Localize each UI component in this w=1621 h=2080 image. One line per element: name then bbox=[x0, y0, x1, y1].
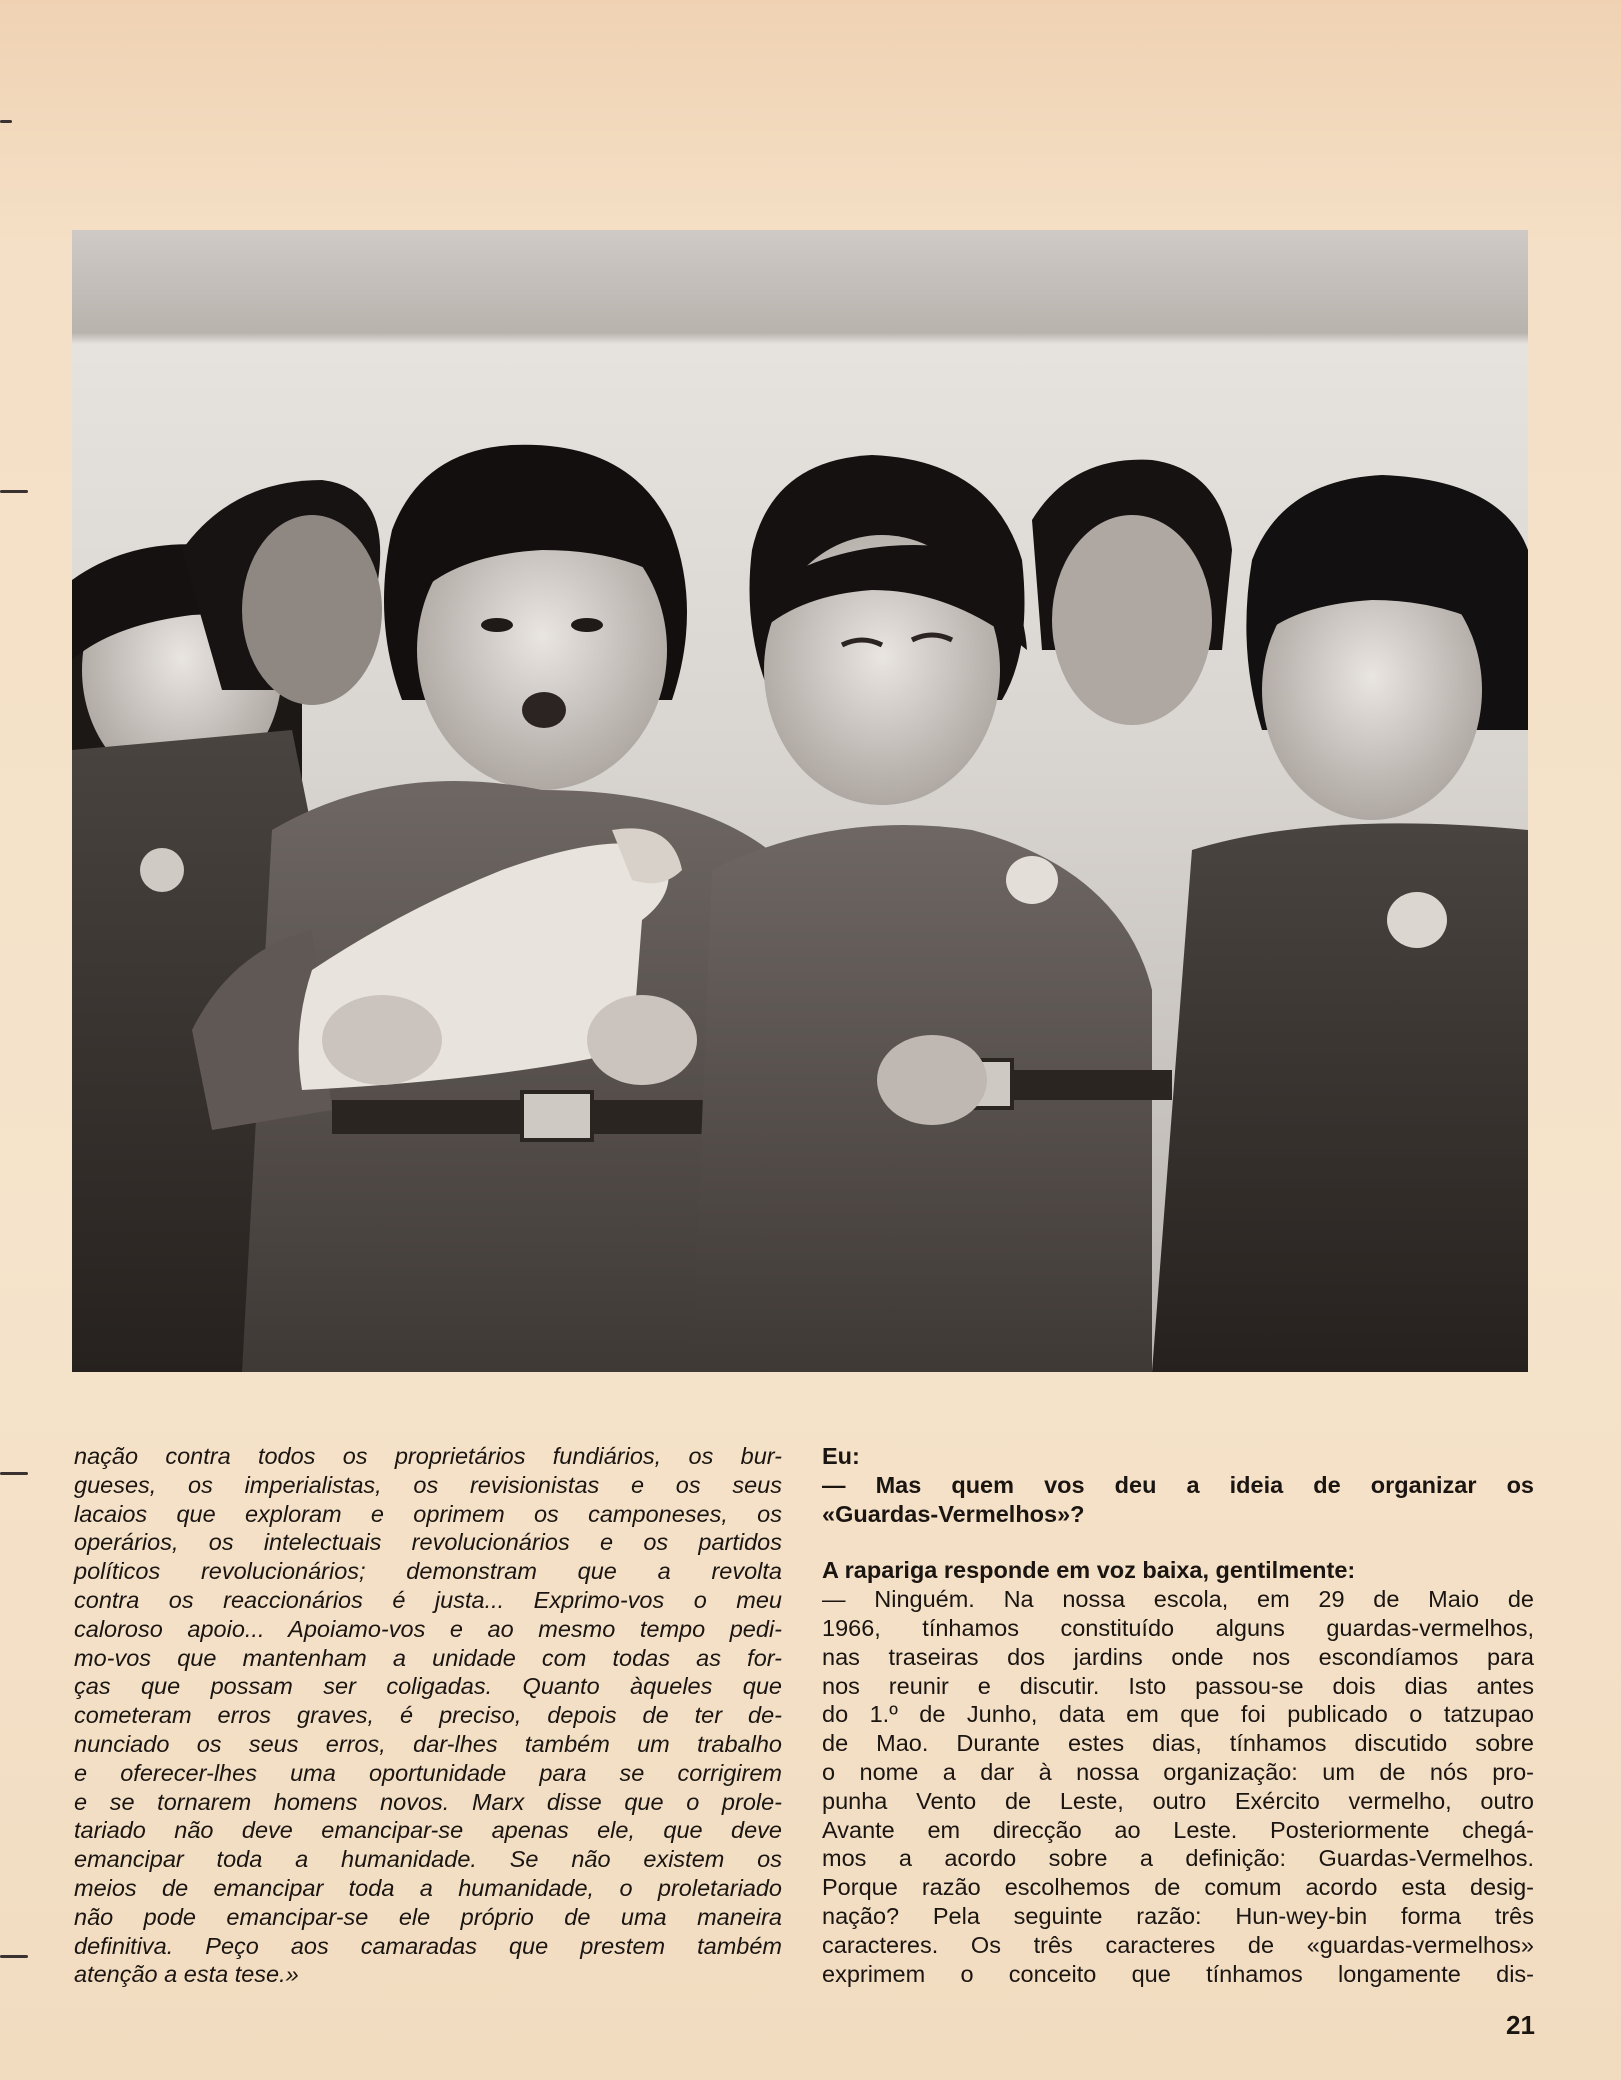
text-line: caloroso apoio... Apoiamo-vos e ao mesmo tempo pedi- bbox=[74, 1615, 782, 1642]
text-line: mo-vos que mantenham a unidade com todas as for- bbox=[74, 1644, 782, 1671]
text-line: meios de emancipar toda a humanidade, o proletariado bbox=[74, 1874, 782, 1901]
answer-paragraph bbox=[822, 1585, 1534, 1988]
text-line: gueses, os imperialistas, os revisionistas e os seus bbox=[74, 1471, 782, 1498]
speaker-label bbox=[822, 1442, 1534, 1471]
text-line: definitiva. Peço aos camaradas que prestem também bbox=[74, 1932, 782, 1959]
question-paragraph bbox=[822, 1471, 1534, 1529]
quote-paragraph bbox=[74, 1442, 782, 1989]
text-line: ças que possam ser coligadas. Quanto àqueles que bbox=[74, 1673, 782, 1700]
text-line: nas traseiras dos jardins onde nos escondíamos para bbox=[822, 1643, 1534, 1670]
speaker-label-text: Eu: bbox=[822, 1443, 860, 1469]
children-reading-photo-icon bbox=[72, 230, 1528, 1372]
intro-line bbox=[822, 1556, 1534, 1585]
page-number: 21 bbox=[1506, 2010, 1535, 2040]
text-line: — Mas quem vos deu a ideia de organizar os bbox=[822, 1471, 1534, 1498]
text-line: de Mao. Durante estes dias, tínhamos discutido sobre bbox=[822, 1730, 1534, 1757]
text-line: e oferecer-lhes uma oportunidade para se corrigirem bbox=[74, 1759, 782, 1786]
text-line: mos a acordo sobre a definição: Guardas-Vermelhos. bbox=[822, 1845, 1534, 1872]
text-line: nação? Pela seguinte razão: Hun-wey-bin forma três bbox=[822, 1902, 1534, 1929]
children-reading-photo bbox=[72, 230, 1528, 1372]
right-column-text bbox=[822, 1442, 1534, 1988]
text-line: nação contra todos os proprietários fundiários, os bur- bbox=[74, 1443, 782, 1469]
left-column-text bbox=[74, 1442, 782, 1989]
text-line: «Guardas-Vermelhos»? bbox=[822, 1500, 1085, 1527]
text-line: Avante em direcção ao Leste. Posteriormente chegá- bbox=[822, 1816, 1534, 1843]
text-line: contra os reaccionários é justa... Exprimo-vos o meu bbox=[74, 1586, 782, 1613]
text-line: cometeram erros graves, é preciso, depois de ter de- bbox=[74, 1702, 782, 1729]
binding-mark bbox=[0, 120, 12, 123]
text-line: atenção a esta tese.» bbox=[74, 1961, 299, 1988]
text-line: nos reunir e discutir. Isto passou-se dois dias antes bbox=[822, 1672, 1534, 1699]
text-line: políticos revolucionários; demonstram que a revolta bbox=[74, 1558, 782, 1585]
text-line: exprimem o conceito que tínhamos longamente dis- bbox=[822, 1960, 1534, 1987]
text-line: emancipar toda a humanidade. Se não existem os bbox=[74, 1846, 782, 1873]
text-line: 1966, tínhamos constituído alguns guardas-vermelhos, bbox=[822, 1614, 1534, 1641]
text-line: não pode emancipar-se ele próprio de uma maneira bbox=[74, 1903, 782, 1930]
binding-mark bbox=[0, 1955, 28, 1958]
text-line: — Ninguém. Na nossa escola, em 29 de Maio de bbox=[822, 1586, 1534, 1613]
text-line: tariado não deve emancipar-se apenas ele, que deve bbox=[74, 1817, 782, 1844]
text-line: nunciado os seus erros, dar-lhes também um trabalho bbox=[74, 1730, 782, 1757]
paragraph-gap bbox=[822, 1528, 1534, 1556]
text-line: Porque razão escolhemos de comum acordo esta desig- bbox=[822, 1874, 1534, 1901]
binding-mark bbox=[0, 1472, 28, 1475]
text-line: caracteres. Os três caracteres de «guardas-vermelhos» bbox=[822, 1931, 1534, 1958]
text-line: o nome a dar à nossa organização: um de nós pro- bbox=[822, 1758, 1534, 1785]
text-line: e se tornarem homens novos. Marx disse que o prole- bbox=[74, 1788, 782, 1815]
binding-mark bbox=[0, 490, 28, 493]
text-line: punha Vento de Leste, outro Exército vermelho, outro bbox=[822, 1787, 1534, 1814]
text-line: do 1.º de Junho, data em que foi publicado o tatzupao bbox=[822, 1701, 1534, 1728]
text-line: lacaios que exploram e oprimem os camponeses, os bbox=[74, 1500, 782, 1527]
intro-text: A rapariga responde em voz baixa, gentilmente: bbox=[822, 1557, 1356, 1584]
text-line: operários, os intelectuais revolucionários e os partidos bbox=[74, 1529, 782, 1556]
